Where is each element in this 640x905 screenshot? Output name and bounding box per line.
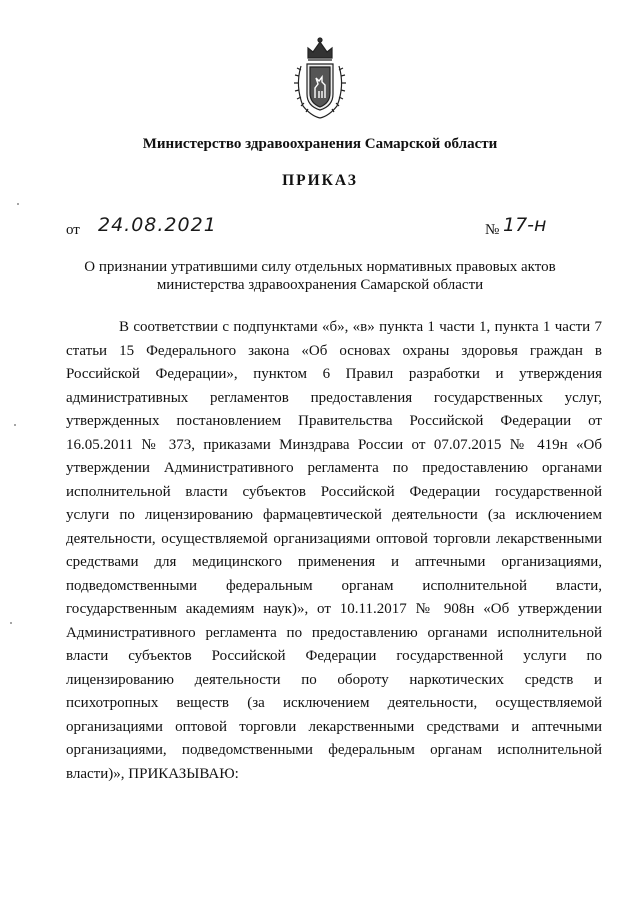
body-line: В соответствии с подпунктами «б», «в» пункта 1 части 1, пункта 1 части 7 bbox=[119, 319, 602, 335]
document-title: ПРИКАЗ bbox=[282, 172, 358, 189]
subject-line: министерства здравоохранения Самарской области bbox=[156, 277, 484, 293]
scan-speck bbox=[17, 203, 19, 205]
body-line: услуги по лицензированию фармацевтической деятельности (за исключением bbox=[66, 507, 602, 523]
body-line: государственным академиям наук)», от 10.11.2017 № 908н «Об утверждении bbox=[66, 601, 602, 617]
body-line: утвержденных постановлением Правительства Российской Федерации от bbox=[66, 413, 602, 429]
body-line: подведомственными федеральным органам исполнительной власти, bbox=[66, 577, 602, 594]
body-line: исполнительной власти субъектов Российской Федерации государственной bbox=[66, 483, 602, 500]
body-line: статьи 15 Федерального закона «Об основах охраны здоровья граждан в bbox=[66, 342, 602, 359]
body-line: власти)», ПРИКАЗЫВАЮ: bbox=[66, 765, 239, 782]
order-body bbox=[66, 316, 602, 786]
handwritten-date: 24.08.2021 bbox=[98, 214, 217, 236]
handwritten-number: 17-н bbox=[503, 214, 547, 236]
date-prefix: от bbox=[66, 222, 80, 238]
order-subject bbox=[60, 258, 580, 294]
body-line: организациями оптовой торговли лекарственными средствами и аптечными bbox=[66, 718, 602, 735]
body-line: утверждении Административного регламента по предоставлению органами bbox=[66, 460, 602, 476]
body-line: организациями, подведомственными федеральным органам исполнительной bbox=[66, 742, 602, 758]
body-line: административных регламентов предоставления государственных услуг, bbox=[66, 389, 602, 406]
body-line: деятельности, осуществляемой организациями оптовой торговли лекарственными bbox=[66, 530, 602, 547]
body-line: средствами для медицинского применения и аптечными организациями, bbox=[66, 554, 602, 570]
scan-speck bbox=[10, 622, 12, 624]
number-prefix: № bbox=[485, 222, 500, 238]
body-line: 16.05.2011 № 373, приказами Минздрава России от 07.07.2015 № 419н «Об bbox=[66, 436, 602, 453]
ministry-name: Министерство здравоохранения Самарской области bbox=[142, 136, 498, 152]
body-line: лицензированию деятельности по обороту наркотических средств и bbox=[66, 671, 602, 688]
body-line: Российской Федерации», пунктом 6 Правил разработки и утверждения bbox=[66, 366, 602, 382]
samara-coat-of-arms-icon bbox=[293, 36, 347, 122]
body-line: психотропных веществ (за исключением деятельности, осуществляемой bbox=[66, 695, 602, 711]
subject-line: О признании утратившими силу отдельных нормативных правовых актов bbox=[84, 259, 556, 275]
body-line: власти субъектов Российской Федерации государственной услуги по bbox=[66, 648, 602, 664]
body-line: Административного регламента по предоставлению органами исполнительной bbox=[66, 624, 602, 641]
scan-speck bbox=[14, 424, 16, 426]
